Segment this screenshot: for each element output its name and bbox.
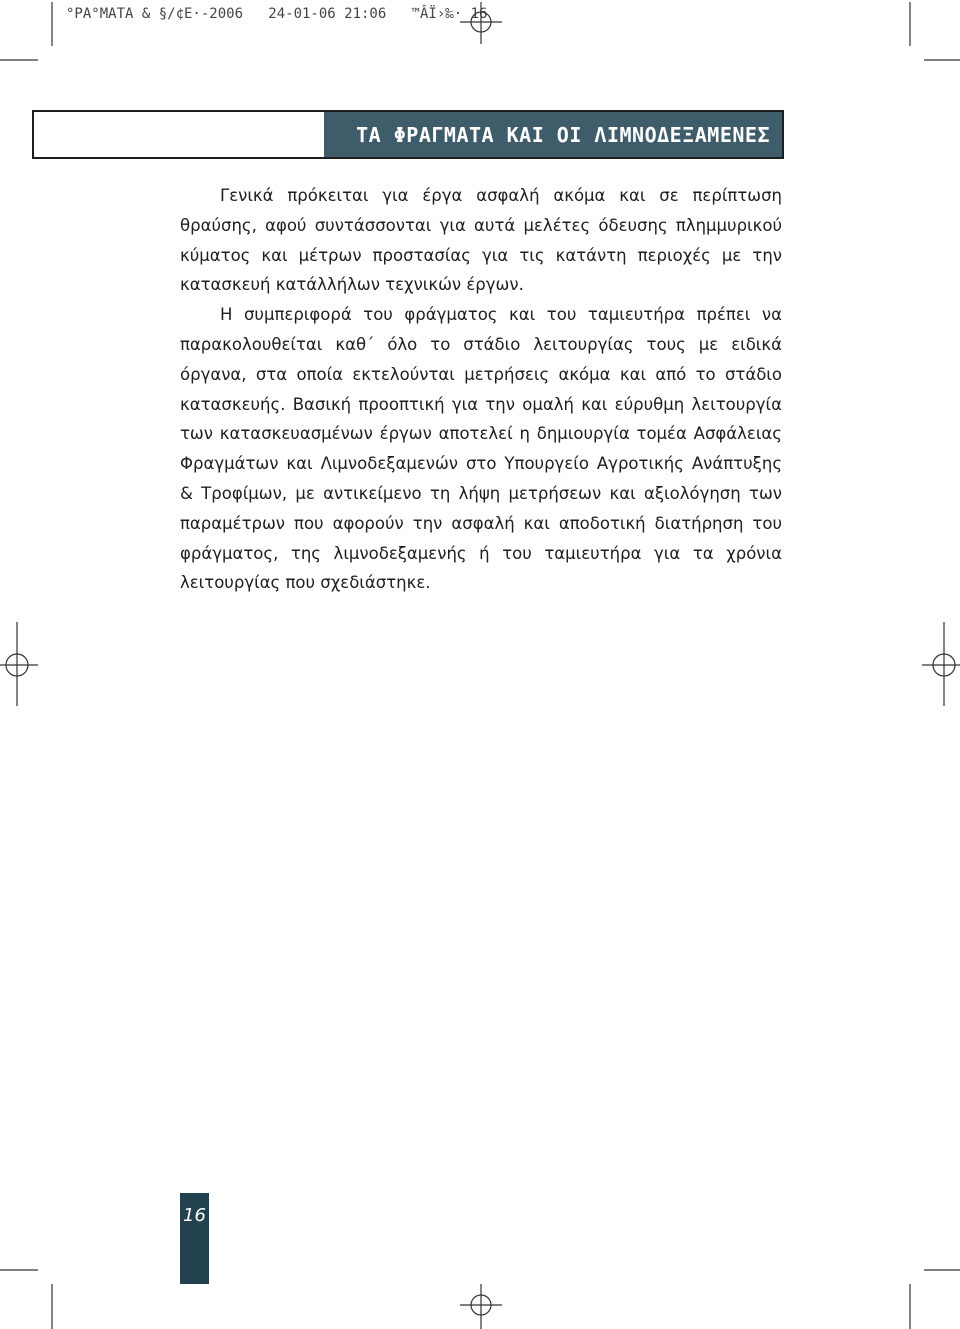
chapter-header <box>32 110 784 159</box>
chapter-title: ΤΑ ΦΡΑΓΜΑΤΑ ΚΑΙ ΟΙ ΛΙΜΝΟΔΕΞΑΜΕΝΕΣ <box>356 122 770 147</box>
paragraph: Γενικά πρόκειται για έργα ασφαλή ακόμα και σε περίπτωση θραύσης, αφού συντάσσονται για αυτά μελέτες όδευσης πλημμυρικού κύματος και μέτρων προστασίας για τις κατάντη περιοχές με την κατασκευή κατάλλήλων τεχνικών έργων. <box>180 186 782 295</box>
registration-mark-bottom <box>460 1284 502 1329</box>
chapter-header-band <box>324 112 782 157</box>
paragraph: Η συμπεριφορά του φράγματος και του ταμιευτήρα πρέπει να παρακολουθείται καθ΄ όλο το στάδιο λειτουργίας τους με ειδικά όργανα, στα οποία εκτελούνται μετρήσεις ακόμα και από το στάδιο κατασκευής. Βασική προοπτική για την ομαλή και εύρυθμη λειτουργία των κατασκευασμένων έργων αποτελεί η δημιουργία τομέα Ασφάλειας Φραγμάτων και Λιμνοδεξαμενών στο Υπουργείο Αγροτικής Ανάπτυξης & Τροφίμων, με αντικείμενο τη λήψη μετρήσεων και αξιολόγηση των παραμέτρων που αφορούν την ασφαλή και αποδοτική διατήρηση του φράγματος, της λιμνοδεξαμενής ή του ταμιευτήρα για τα χρόνια λειτουργίας που σχεδιάστηκε. <box>180 305 782 593</box>
print-slug: °PA°MATA & §/¢E·-2006 24-01-06 21:06 ™ÂÏ›‰· 16 <box>66 6 488 22</box>
body-text <box>180 181 782 598</box>
registration-mark-left <box>0 622 38 706</box>
registration-mark-right <box>922 622 960 706</box>
page-number: 16 <box>183 1205 206 1226</box>
